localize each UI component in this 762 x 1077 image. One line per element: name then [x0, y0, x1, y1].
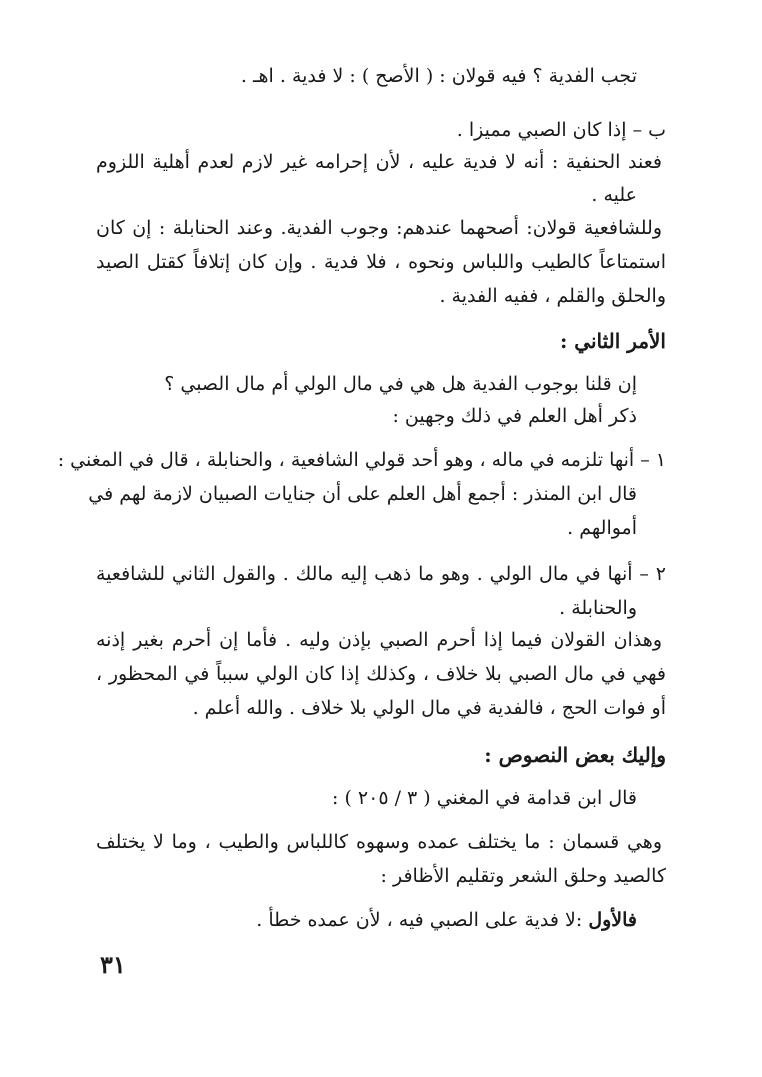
text-line: قال ابن قدامة في المغني ( ٣ / ٢٠٥ ) : [332, 787, 637, 809]
text-line: والحلق والقلم ، ففيه الفدية . [439, 285, 666, 307]
text-line [100, 908, 637, 932]
section-heading: وإليك بعض النصوص : [484, 743, 666, 767]
text-line: وهي قسمان : ما يختلف عمده وسهوه كاللباس والطيب ، وما لا يختلف [96, 831, 662, 853]
text-span: :لا فدية على الصبي فيه ، لأن عمده خطأ . [256, 909, 589, 931]
text-line: والحنابلة . [559, 597, 637, 619]
section-heading: الأمر الثاني : [559, 329, 666, 353]
text-line: ذكر أهل العلم في ذلك وجهين : [392, 405, 637, 427]
text-line: إن قلنا بوجوب الفدية هل هي في مال الولي أم مال الصبي ؟ [164, 373, 637, 395]
text-line: استمتاعاً كالطيب واللباس ونحوه ، فلا فدية . وإن كان إتلافاً كقتل الصيد [96, 251, 666, 273]
text-line: أموالهم . [567, 517, 637, 539]
text-line: ب – إذا كان الصبي مميزا . [456, 119, 666, 141]
text-line: وللشافعية قولان: أصحهما عندهم: وجوب الفدية. وعند الحنابلة : إن كان [96, 217, 662, 239]
text-line: ٢ – أنها في مال الولي . وهو ما ذهب إليه مالك . والقول الثاني للشافعية [96, 563, 666, 585]
text-line: كالصيد وحلق الشعر وتقليم الأظافر : [380, 865, 666, 887]
text-line: أو فوات الحج ، فالفدية في مال الولي بلا خلاف . والله أعلم . [192, 697, 666, 719]
text-line: عليه . [591, 184, 637, 206]
text-line: فهي في مال الصبي بلا خلاف ، وكذلك إذا كان الولي سبباً في المحظور ، [96, 663, 666, 685]
page-number: ٣١ [100, 950, 126, 979]
text-line: وهذان القولان فيما إذا أحرم الصبي بإذن وليه . فأما إن أحرم بغير إذنه [96, 629, 662, 651]
text-line: تجب الفدية ؟ فيه قولان : ( الأصح ) : لا فدية . اهـ . [240, 65, 637, 87]
text-line: قال ابن المنذر : أجمع أهل العلم على أن جنايات الصبيان لازمة لهم في [88, 483, 637, 505]
text-line: فعند الحنفية : أنه لا فدية عليه ، لأن إحرامه غير لازم لعدم أهلية اللزوم [96, 151, 662, 173]
bold-term: فالأول [588, 909, 637, 931]
text-line: ١ – أنها تلزمه في ماله ، وهو أحد قولي الشافعية ، والحنابلة ، قال في المغني : [57, 449, 666, 471]
